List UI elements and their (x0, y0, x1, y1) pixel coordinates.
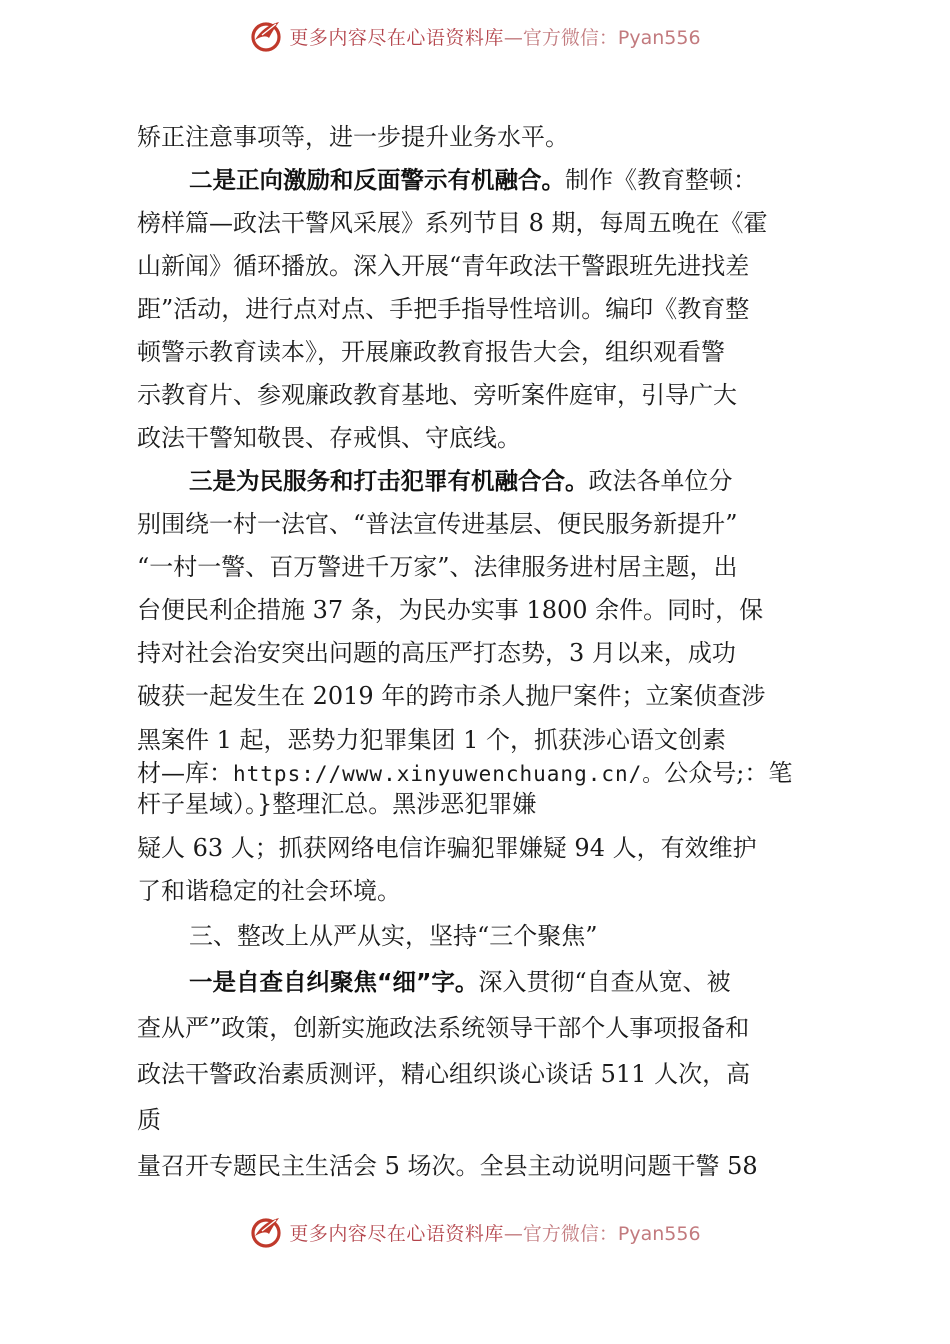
text-line: 示教育片、参观廉政教育基地、旁听案件庭审，引导广大 (137, 381, 737, 409)
logo-icon (249, 18, 285, 54)
text-span: 制作《教育整顿： (565, 166, 757, 194)
text-line: 别围绕一村一法官、“普法宣传进基层、便民服务新提升” (137, 510, 738, 538)
text-line: 距”活动，进行点对点、手把手指导性培训。编印《教育整 (137, 295, 750, 323)
paragraph-heading: 二是正向激励和反面警示有机融合。 (189, 166, 565, 194)
text-line: 黑案件 1 起，恶势力犯罪集团 1 个，抓获涉心语文创素 (137, 726, 727, 754)
section-heading: 三、整改上从严从实，坚持“三个聚焦” (189, 922, 598, 950)
banner-wechat: —官方微信：Pyan556 (503, 26, 701, 49)
paragraph-heading: 一是自查自纠聚焦“细”字。 (189, 968, 479, 996)
text-line: 查从严”政策，创新实施政法系统领导干部个人事项报备和 (137, 1014, 750, 1042)
text-line: 顿警示教育读本》，开展廉政教育报告大会，组织观看警 (137, 338, 725, 366)
url-text: https://www.xinyuwenchuang.cn/。 (233, 762, 665, 786)
text-line (137, 959, 817, 1005)
text-line: “一村一警、百万警进千万家”、法律服务进村居主题，出 (137, 553, 738, 581)
text-line: 质 (137, 1106, 161, 1134)
text-line: 政法干警政治素质测评，精心组织谈心谈话 511 人次，高 (137, 1060, 751, 1088)
text-line: 破获一起发生在 2019 年的跨市杀人抛尸案件；立案侦查涉 (137, 682, 766, 710)
footer-banner (0, 1208, 950, 1256)
paragraph-heading: 三是为民服务和打击犯罪有机融合合。 (189, 467, 589, 495)
banner-title: 更多内容尽在心语资料库 (289, 26, 504, 49)
logo-icon (249, 1214, 285, 1250)
text-line: 了和谐稳定的社会环境。 (137, 877, 401, 905)
document-body (137, 116, 817, 1189)
text-line: 杆子星域）。}整理汇总。黑涉恶犯罪嫌 (137, 790, 537, 818)
text-line: 矫正注意事项等，进一步提升业务水平。 (137, 123, 569, 151)
header-banner (0, 12, 950, 60)
banner-title: 更多内容尽在心语资料库 (289, 1222, 504, 1245)
banner-wechat: —官方微信：Pyan556 (503, 1222, 701, 1245)
text-line (137, 159, 817, 202)
text-line: 疑人 63 人；抓获网络电信诈骗犯罪嫌疑 94 人，有效维护 (137, 834, 757, 862)
text-line (137, 758, 817, 789)
text-line: 山新闻》循环播放。深入开展“青年政法干警跟班先进找差 (137, 252, 750, 280)
text-line: 台便民利企措施 37 条，为民办实事 1800 余件。同时，保 (137, 596, 764, 624)
text-line: 持对社会治安突出问题的高压严打态势，3 月以来，成功 (137, 639, 736, 667)
text-span: 深入贯彻“自查从宽、被 (478, 968, 731, 996)
text-line: 榜样篇—政法干警风采展》系列节目 8 期，每周五晚在《霍 (137, 209, 768, 237)
text-span: 公众号;：笔 (664, 759, 793, 787)
text-line: 量召开专题民主生活会 5 场次。全县主动说明问题干警 58 (137, 1152, 758, 1180)
text-span: 材—库： (137, 759, 233, 787)
text-line (137, 460, 817, 503)
text-line: 政法干警知敬畏、存戒惧、守底线。 (137, 424, 521, 452)
text-span: 政法各单位分 (588, 467, 733, 495)
